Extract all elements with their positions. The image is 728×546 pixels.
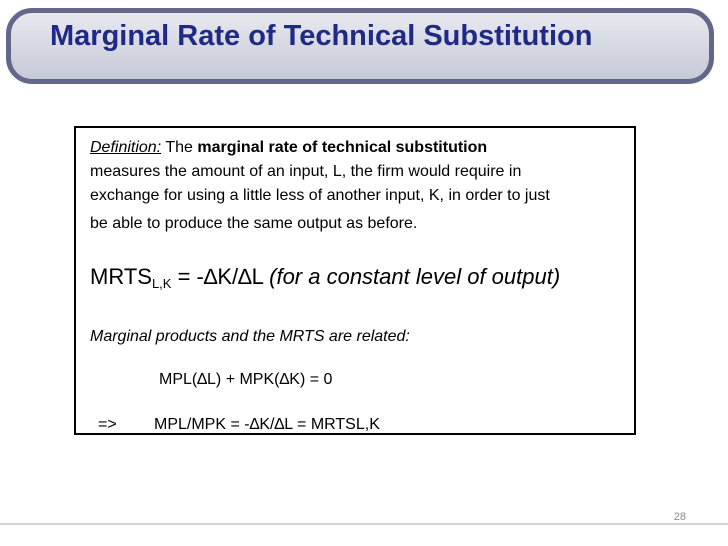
page-number: 28 bbox=[673, 511, 686, 523]
relation-intro: Marginal products and the MRTS are related: bbox=[90, 328, 410, 345]
definition-term: marginal rate of technical substitution bbox=[197, 139, 488, 156]
definition-line-2: measures the amount of an input, L, the firm would require in bbox=[90, 163, 522, 180]
formula-lhs: MRTS bbox=[90, 264, 152, 289]
definition-line-1 bbox=[90, 140, 487, 156]
definition-intro: The bbox=[165, 139, 193, 156]
formula-subscript: L,K bbox=[151, 276, 172, 291]
formula-rhs: = -∆K/∆L bbox=[177, 264, 263, 289]
definition-line-4: be able to produce the same output as before. bbox=[90, 215, 418, 232]
relation-equation: MPL(∆L) + MPK(∆K) = 0 bbox=[159, 371, 333, 388]
footer-divider bbox=[0, 523, 728, 525]
definition-label: Definition: bbox=[90, 139, 162, 156]
slide-title: Marginal Rate of Technical Substitution bbox=[50, 20, 593, 52]
definition-line-3: exchange for using a little less of another input, K, in order to just bbox=[90, 187, 550, 204]
mrts-formula bbox=[90, 264, 561, 291]
relation-result: MPL/MPK = -∆K/∆L = MRTSL,K bbox=[154, 416, 380, 433]
formula-note: (for a constant level of output) bbox=[269, 264, 561, 289]
implies-arrow: => bbox=[98, 416, 117, 433]
